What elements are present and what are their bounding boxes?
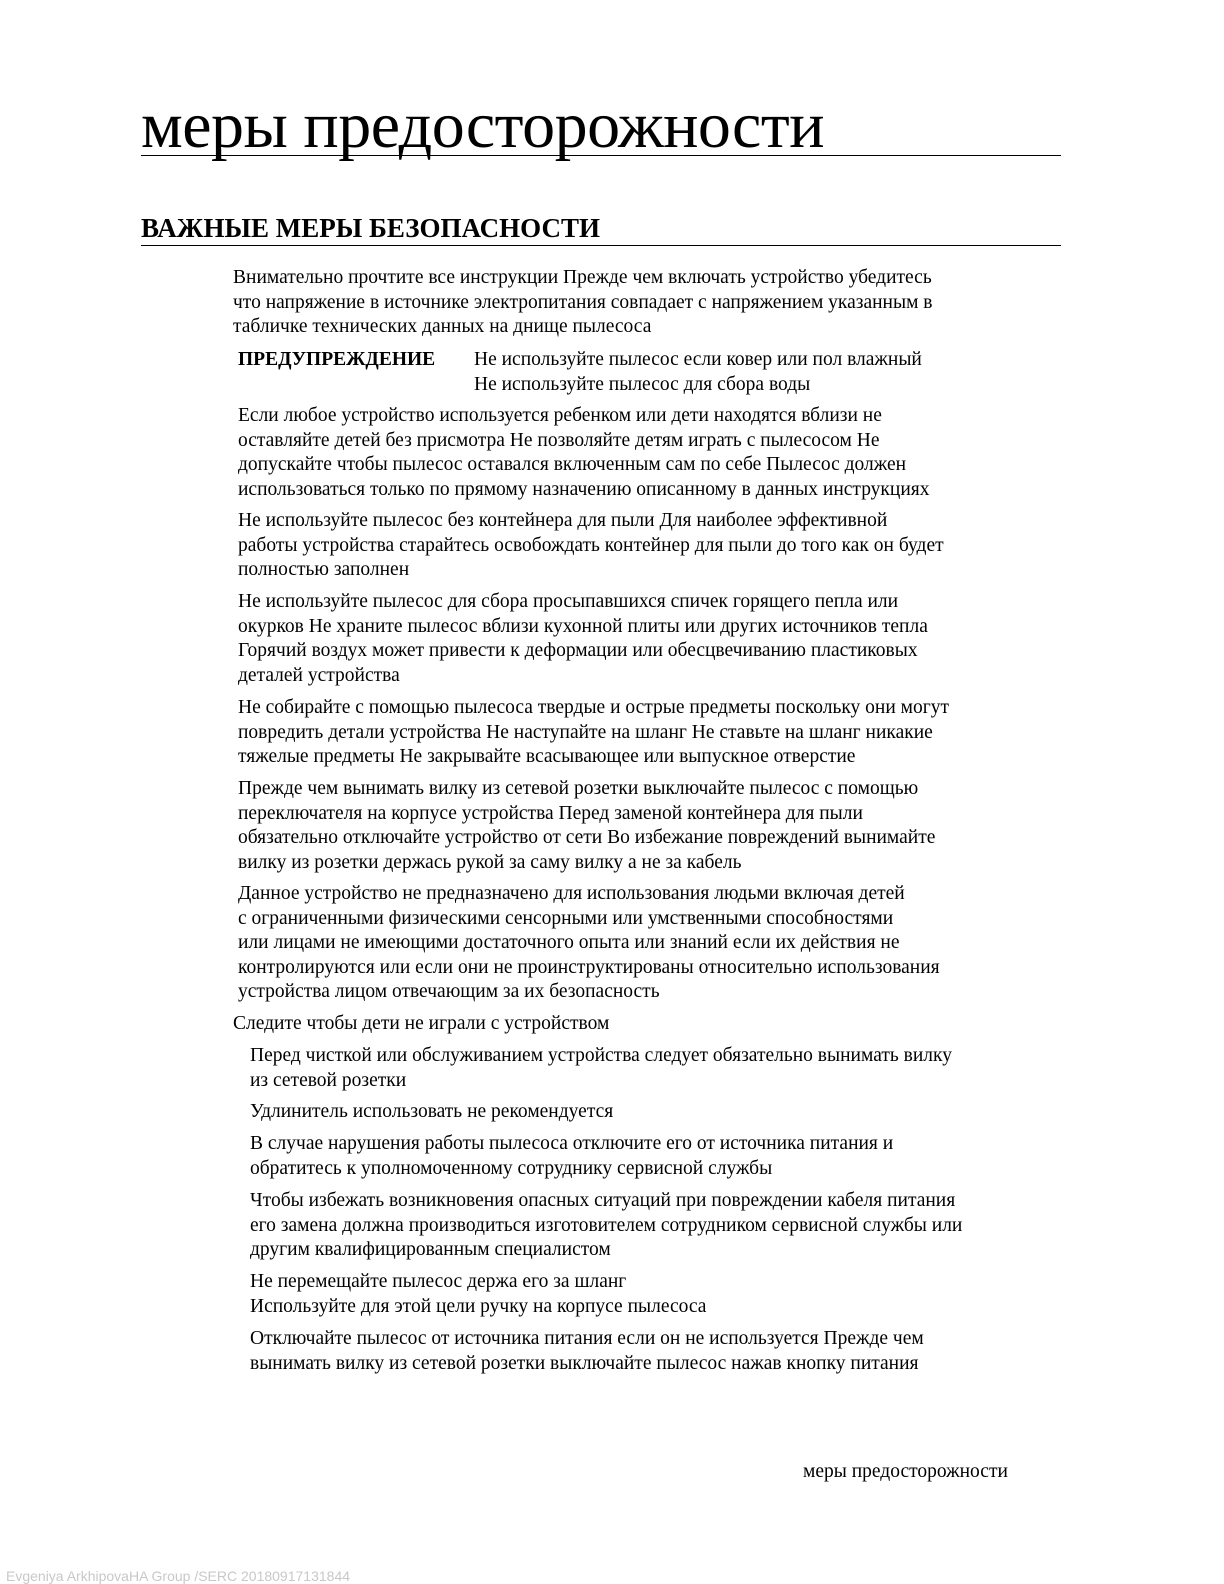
text-line: Данное устройство не предназначено для использования людьми включая детей: [238, 883, 905, 904]
text-line: его замена должна производиться изготовителем сотрудником сервисной службы или: [250, 1214, 963, 1236]
text-line: Не используйте пылесос для сбора воды: [474, 373, 811, 395]
text-line: вилку из розетки держась рукой за саму вилку а не за кабель: [238, 851, 742, 873]
text-line: деталей устройства: [238, 664, 400, 686]
text-line: полностью заполнен: [238, 559, 410, 580]
paragraph-children-supervision: [238, 404, 930, 502]
text-line: окурков Не храните пылесос вблизи кухонной плиты или других источников тепла: [238, 615, 928, 637]
text-line: обязательно отключайте устройство от сети Во избежание повреждений вынимайте: [238, 827, 936, 848]
text-line: допускайте чтобы пылесос оставался включенным сам по себе Пылесос должен: [238, 454, 907, 475]
text-line: Следите чтобы дети не играли с устройством: [233, 1013, 610, 1034]
warning-text: [474, 348, 922, 397]
text-line: работы устройства старайтесь освобождать контейнер для пыли до того как он будет: [238, 534, 944, 556]
text-line: вынимать вилку из сетевой розетки выключайте пылесос нажав кнопку питания: [250, 1352, 919, 1374]
text-line: Не собирайте с помощью пылесоса твердые и острые предметы поскольку они могут: [238, 697, 950, 718]
paragraph-read-instructions: [233, 266, 933, 340]
text-line: с ограниченными физическими сенсорными или умственными способностями: [238, 907, 894, 929]
paragraph-dust-container: [238, 509, 944, 583]
text-line: обратитесь к уполномоченному сотруднику сервисной службы: [250, 1157, 773, 1179]
text-line: Перед чисткой или обслуживанием устройства следует обязательно вынимать вилку: [250, 1045, 952, 1066]
text-line: Горячий воздух может привести к деформации или обесцвечиванию пластиковых: [238, 640, 918, 661]
text-line: другим квалифицированным специалистом: [250, 1239, 611, 1260]
text-line: Не используйте пылесос для сбора просыпавшихся спичек горящего пепла или: [238, 591, 899, 612]
text-line: тяжелые предметы Не закрывайте всасывающее или выпускное отверстие: [238, 746, 856, 767]
text-line: В случае нарушения работы пылесоса отключите его от источника питания и: [250, 1133, 894, 1154]
text-line: Прежде чем вынимать вилку из сетевой розетки выключайте пылесос с помощью: [238, 778, 919, 799]
text-line: использоваться только по прямому назначению описанному в данных инструкциях: [238, 478, 930, 500]
text-line: устройства лицом отвечающим за их безопасность: [238, 981, 660, 1002]
text-line: табличке технических данных на днище пылесоса: [233, 316, 652, 337]
text-line: Удлинитель использовать не рекомендуется: [250, 1101, 614, 1122]
text-line: Чтобы избежать возникновения опасных ситуаций при повреждении кабеля питания: [250, 1190, 956, 1211]
page-title: меры предосторожности: [141, 95, 1061, 156]
text-line: оставляйте детей без присмотра Не позволяйте детям играть с пылесосом Не: [238, 429, 880, 451]
text-line: переключателя на корпусе устройства Перед заменой контейнера для пыли: [238, 802, 863, 824]
section-heading: ВАЖНЫЕ МЕРЫ БЕЗОПАСНОСТИ: [141, 212, 1061, 246]
text-line: контролируются или если они не проинструктированы относительно использования: [238, 956, 940, 978]
paragraph-cable-replacement: [250, 1189, 962, 1263]
text-line: Не используйте пылесос если ковер или пол влажный: [474, 349, 922, 370]
paragraph-heat-sources: [238, 590, 928, 688]
paragraph-sharp-objects: [238, 696, 949, 770]
paragraph-malfunction: [250, 1132, 893, 1181]
text-line: Используйте для этой цели ручку на корпусе пылесоса: [250, 1295, 707, 1317]
text-line: Не используйте пылесос без контейнера для пыли Для наиболее эффективной: [238, 510, 888, 531]
text-line: или лицами не имеющими достаточного опыта или знаний если их действия не: [238, 932, 900, 953]
text-line: Отключайте пылесос от источника питания если он не используется Прежде чем: [250, 1328, 924, 1349]
text-line: из сетевой розетки: [250, 1069, 407, 1091]
paragraph-children-play: [233, 1012, 609, 1037]
paragraph-unplugging: [238, 777, 935, 875]
paragraph-power-off: [250, 1327, 924, 1376]
text-line: повредить детали устройства Не наступайте на шланг Не ставьте на шланг никакие: [238, 721, 933, 743]
paragraph-moving: [250, 1270, 706, 1319]
text-line: что напряжение в источнике электропитания совпадает с напряжением указанным в: [233, 291, 933, 313]
footer-title: меры предосторожности: [803, 1461, 1008, 1482]
text-line: Если любое устройство используется ребенком или дети находятся вблизи не: [238, 405, 882, 426]
text-line: Внимательно прочтите все инструкции Прежде чем включать устройство убедитесь: [233, 267, 932, 288]
paragraph-cleaning: [250, 1044, 952, 1093]
watermark: Evgeniya ArkhipovaHA Group /SERC 20180917131844: [6, 1568, 351, 1584]
warning-label: ПРЕДУПРЕЖДЕНИЕ: [238, 349, 436, 370]
paragraph-restricted-users: [238, 882, 940, 1005]
paragraph-extension-cord: [250, 1100, 613, 1125]
text-line: Не перемещайте пылесос держа его за шланг: [250, 1271, 627, 1292]
